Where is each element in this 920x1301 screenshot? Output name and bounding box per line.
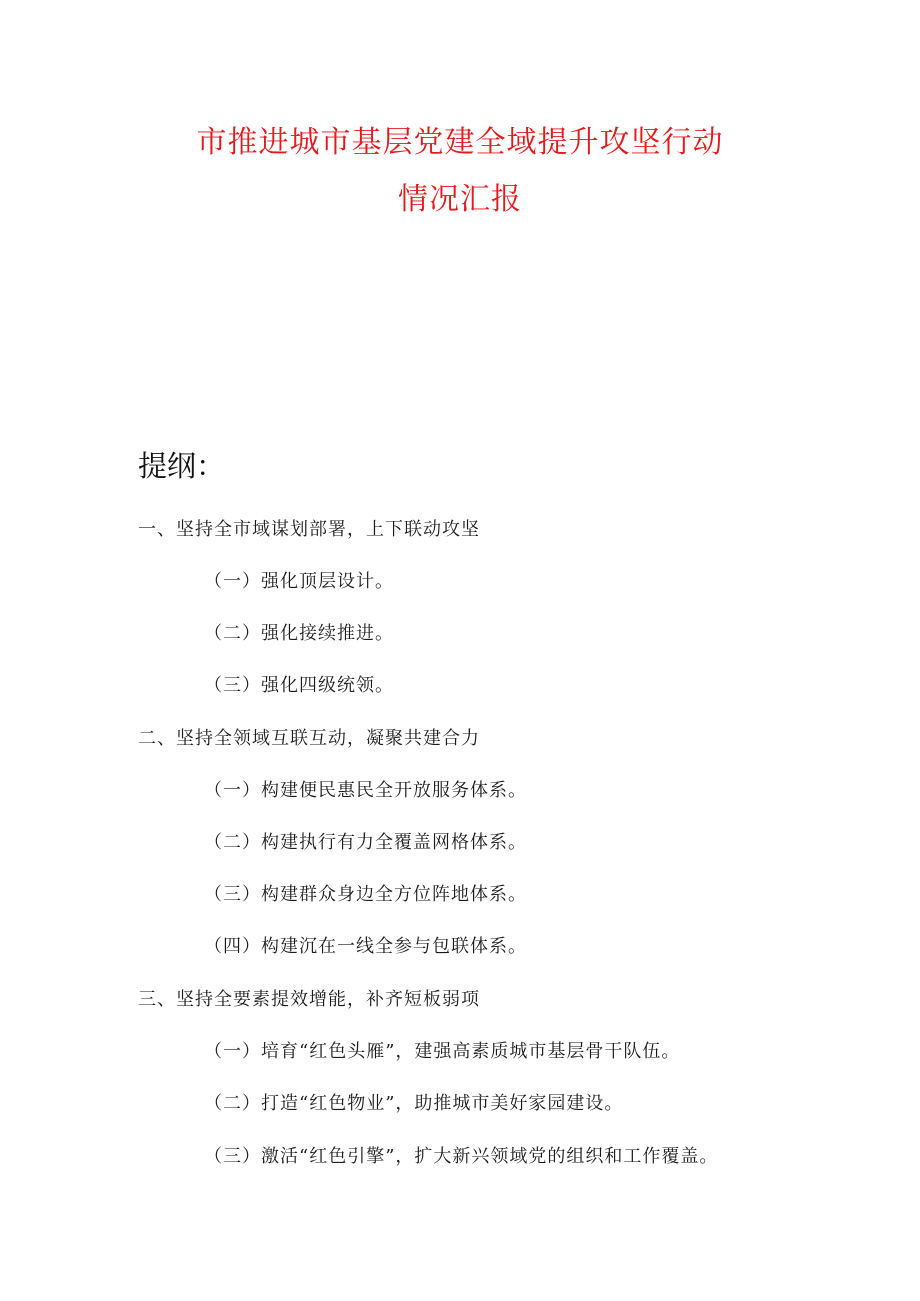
document-title-line-2: 情况汇报: [398, 182, 522, 217]
outline-section-3: 三、坚持全要素提效增能，补齐短板弱项: [138, 989, 480, 1010]
outline-section-2: 二、坚持全领域互联互动，凝聚共建合力: [138, 728, 480, 749]
outline-section-2-item-4: （四）构建沉在一线全参与包联体系。: [204, 936, 527, 957]
outline-section-3-item-3: （三）激活“红色引擎”，扩大新兴领域党的组织和工作覆盖。: [204, 1146, 719, 1167]
outline-section-1: 一、坚持全市域谋划部署，上下联动攻坚: [138, 519, 480, 540]
outline-section-3-item-1: （一）培育“红色头雁”，建强高素质城市基层骨干队伍。: [204, 1041, 681, 1062]
document-title-line-1: 市推进城市基层党建全域提升攻坚行动: [196, 125, 724, 160]
outline-section-1-item-2: （二）强化接续推进。: [204, 623, 394, 644]
outline-section-3-item-2: （二）打造“红色物业”，助推城市美好家园建设。: [204, 1093, 624, 1114]
outline-heading: 提纲：: [138, 449, 226, 483]
outline-section-2-item-2: （二）构建执行有力全覆盖网格体系。: [204, 832, 527, 853]
outline-section-2-item-1: （一）构建便民惠民全开放服务体系。: [204, 780, 527, 801]
outline-section-2-item-3: （三）构建群众身边全方位阵地体系。: [204, 884, 527, 905]
outline-section-1-item-1: （一）强化顶层设计。: [204, 571, 394, 592]
outline-section-1-item-3: （三）强化四级统领。: [204, 675, 394, 696]
